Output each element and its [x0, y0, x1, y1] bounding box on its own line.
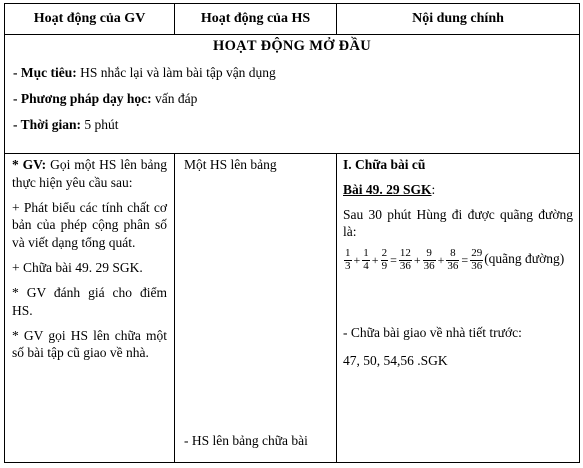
exercise-title: Bài 49. 29 SGK [343, 181, 432, 197]
gv-p1-label: * GV: [12, 157, 47, 172]
method-line [13, 90, 571, 108]
gv-activity-cell [5, 154, 175, 463]
fraction-5: $\frac{9}{36}$ [423, 247, 435, 272]
fraction-7: $\frac{29}{36}$ [471, 247, 483, 272]
header-row [5, 4, 580, 35]
content-cell [337, 154, 580, 463]
equals-sign-2: = [461, 252, 469, 267]
hs-top-text: Một HS lên bảng [184, 157, 277, 172]
time-text: 5 phút [81, 116, 119, 132]
plus-sign-1: + [353, 252, 361, 267]
gv-p2: + Phát biểu các tính chất cơ bản của phép cộng phân số và viết dạng tổng quát. [12, 199, 167, 251]
hs-activity-cell [175, 154, 337, 463]
fraction-2: $\frac{1}{4}$ [363, 247, 369, 272]
intro-title: HOẠT ĐỘNG MỞ ĐẦU [213, 38, 371, 54]
exercise-line [343, 181, 573, 199]
lesson-table [4, 3, 580, 463]
fraction-6: $\frac{8}{36}$ [447, 247, 459, 272]
plus-sign-4: + [437, 252, 445, 267]
header-content: Nội dung chính [337, 4, 580, 35]
formula-unit: (quãng đường) [484, 251, 565, 267]
plus-sign-2: + [371, 252, 379, 267]
gv-p5: * GV gọi HS lên chữa một số bài tập cũ giao về nhà. [12, 327, 167, 361]
homework-list: 47, 50, 54,56 .SGK [343, 353, 448, 369]
plus-sign-3: + [413, 252, 421, 267]
equals-sign-1: = [390, 252, 397, 267]
fraction-4: $\frac{12}{36}$ [399, 247, 411, 272]
fraction-3: $\frac{2}{9}$ [381, 247, 388, 272]
activity-row [5, 154, 580, 463]
time-label: - Thời gian: [13, 116, 81, 132]
intro-row [5, 35, 580, 154]
time-line [13, 116, 571, 134]
goal-label: - Mục tiêu: [13, 65, 77, 81]
gv-p1-text: Gọi một HS lên bảng thực hiện yêu cầu sau: [12, 157, 167, 190]
header-hs: Hoạt động của HS [175, 4, 337, 35]
gv-p1 [12, 156, 167, 192]
intro-cell [5, 35, 580, 154]
method-label: - Phương pháp dạy học: [13, 90, 152, 106]
fraction-1: $\frac{1}{3}$ [345, 247, 351, 272]
hs-bottom-text: - HS lên bảng chữa bài [184, 433, 308, 449]
fraction-formula [343, 248, 573, 272]
homework-line: - Chữa bài giao về nhà tiết trước: [343, 325, 522, 341]
gv-p4: * GV đánh giá cho điểm HS. [12, 284, 167, 318]
goal-text: HS nhắc lại và làm bài tập vận dụng [76, 65, 276, 81]
exercise-colon: : [431, 181, 436, 197]
goal-line [13, 64, 571, 82]
content-section-title: I. Chữa bài cũ [343, 157, 426, 172]
gv-p3: + Chữa bài 49. 29 SGK. [12, 260, 143, 276]
problem-sentence: Sau 30 phút Hùng đi được quãng đường là: [343, 206, 573, 240]
header-gv: Hoạt động của GV [5, 4, 175, 35]
method-text: vấn đáp [151, 90, 198, 106]
